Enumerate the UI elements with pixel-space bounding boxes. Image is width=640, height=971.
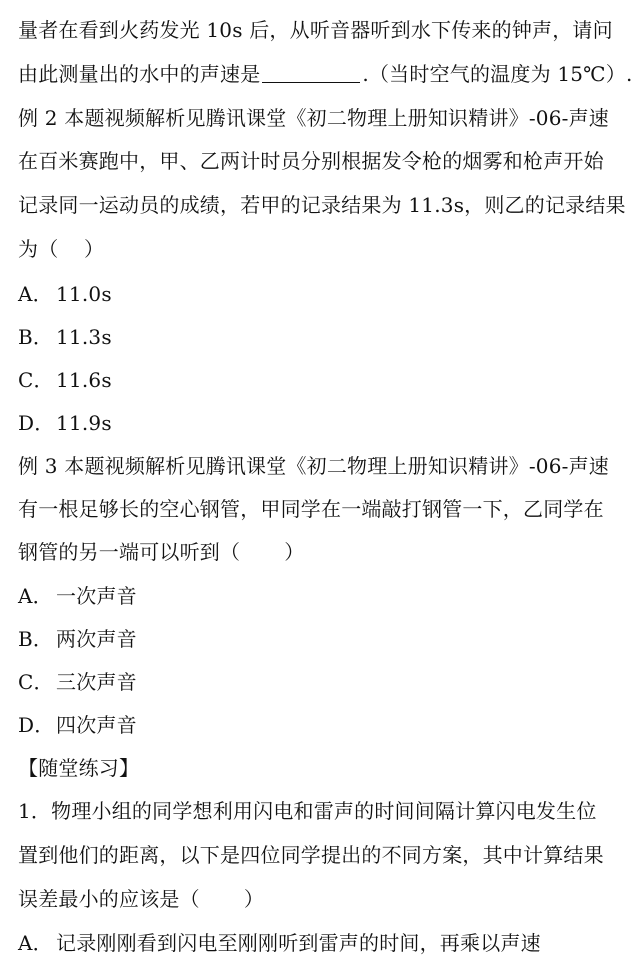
example-3-option-c bbox=[18, 668, 628, 696]
example-2-option-a bbox=[18, 280, 628, 308]
example-2-paren-open: 为（ bbox=[18, 237, 59, 261]
option-letter: A． bbox=[18, 584, 53, 608]
option-letter: A． bbox=[18, 931, 53, 955]
example-2-line-1: 在百米赛跑中，甲、乙两计时员分别根据发令枪的烟雾和枪声开始 bbox=[18, 149, 604, 173]
practice-q1-option-a bbox=[18, 929, 628, 957]
practice-q1-paren-close: ） bbox=[243, 887, 265, 911]
example-3-line-1: 有一根足够长的空心钢管，甲同学在一端敲打钢管一下，乙同学在 bbox=[18, 497, 604, 521]
q1-continuation-line-1: 量者在看到火药发光 10s 后，从听音器听到水下传来的钟声，请问 bbox=[18, 18, 613, 42]
option-text: 一次声音 bbox=[56, 584, 137, 608]
option-letter: B． bbox=[18, 627, 54, 651]
option-letter: D． bbox=[18, 713, 55, 737]
example-2-option-d bbox=[18, 409, 628, 437]
example-3-option-d bbox=[18, 711, 628, 739]
answer-blank bbox=[262, 62, 360, 83]
example-2-line-3 bbox=[18, 235, 628, 263]
option-text: 三次声音 bbox=[56, 670, 137, 694]
option-letter: A． bbox=[18, 282, 53, 306]
q1-continuation-line-2 bbox=[18, 60, 633, 88]
practice-q1-line-3-text: 误差最小的应该是（ bbox=[18, 887, 200, 911]
practice-heading: 【随堂练习】 bbox=[18, 756, 140, 780]
option-letter: C． bbox=[18, 670, 54, 694]
option-text: 11.3s bbox=[56, 325, 112, 349]
option-text: 两次声音 bbox=[56, 627, 137, 651]
option-text: 记录刚刚看到闪电至刚刚听到雷声的时间，再乘以声速 bbox=[56, 931, 541, 955]
practice-q1-line-3 bbox=[18, 885, 628, 913]
example-3-option-b bbox=[18, 625, 628, 653]
example-3-paren-close: ） bbox=[284, 540, 305, 564]
example-2-option-b bbox=[18, 323, 628, 351]
option-text: 11.0s bbox=[56, 282, 112, 306]
q1-line2-text-before: 由此测量出的水中的声速是 bbox=[18, 62, 261, 86]
option-letter: B． bbox=[18, 325, 54, 349]
option-text: 11.9s bbox=[56, 411, 112, 435]
practice-q1-line-2: 置到他们的距离，以下是四位同学提出的不同方案，其中计算结果 bbox=[18, 843, 604, 867]
example-2-option-c bbox=[18, 366, 628, 394]
example-2-paren-close: ） bbox=[84, 237, 105, 261]
option-letter: C． bbox=[18, 368, 54, 392]
example-3-option-a bbox=[18, 582, 628, 610]
example-3-line-2 bbox=[18, 538, 628, 566]
q1-line2-text-after: .（当时空气的温度为 15℃）. bbox=[362, 62, 633, 86]
option-letter: D． bbox=[18, 411, 55, 435]
example-2-heading: 例 2 本题视频解析见腾讯课堂《初二物理上册知识精讲》-06-声速 bbox=[18, 106, 610, 130]
option-text: 四次声音 bbox=[56, 713, 137, 737]
practice-q1-line-1: 1．物理小组的同学想利用闪电和雷声的时间间隔计算闪电发生位 bbox=[18, 799, 597, 823]
example-3-heading: 例 3 本题视频解析见腾讯课堂《初二物理上册知识精讲》-06-声速 bbox=[18, 454, 610, 478]
example-3-line-2-text: 钢管的另一端可以听到（ bbox=[18, 540, 241, 564]
example-2-line-2: 记录同一运动员的成绩，若甲的记录结果为 11.3s，则乙的记录结果 bbox=[18, 193, 626, 217]
option-text: 11.6s bbox=[56, 368, 112, 392]
